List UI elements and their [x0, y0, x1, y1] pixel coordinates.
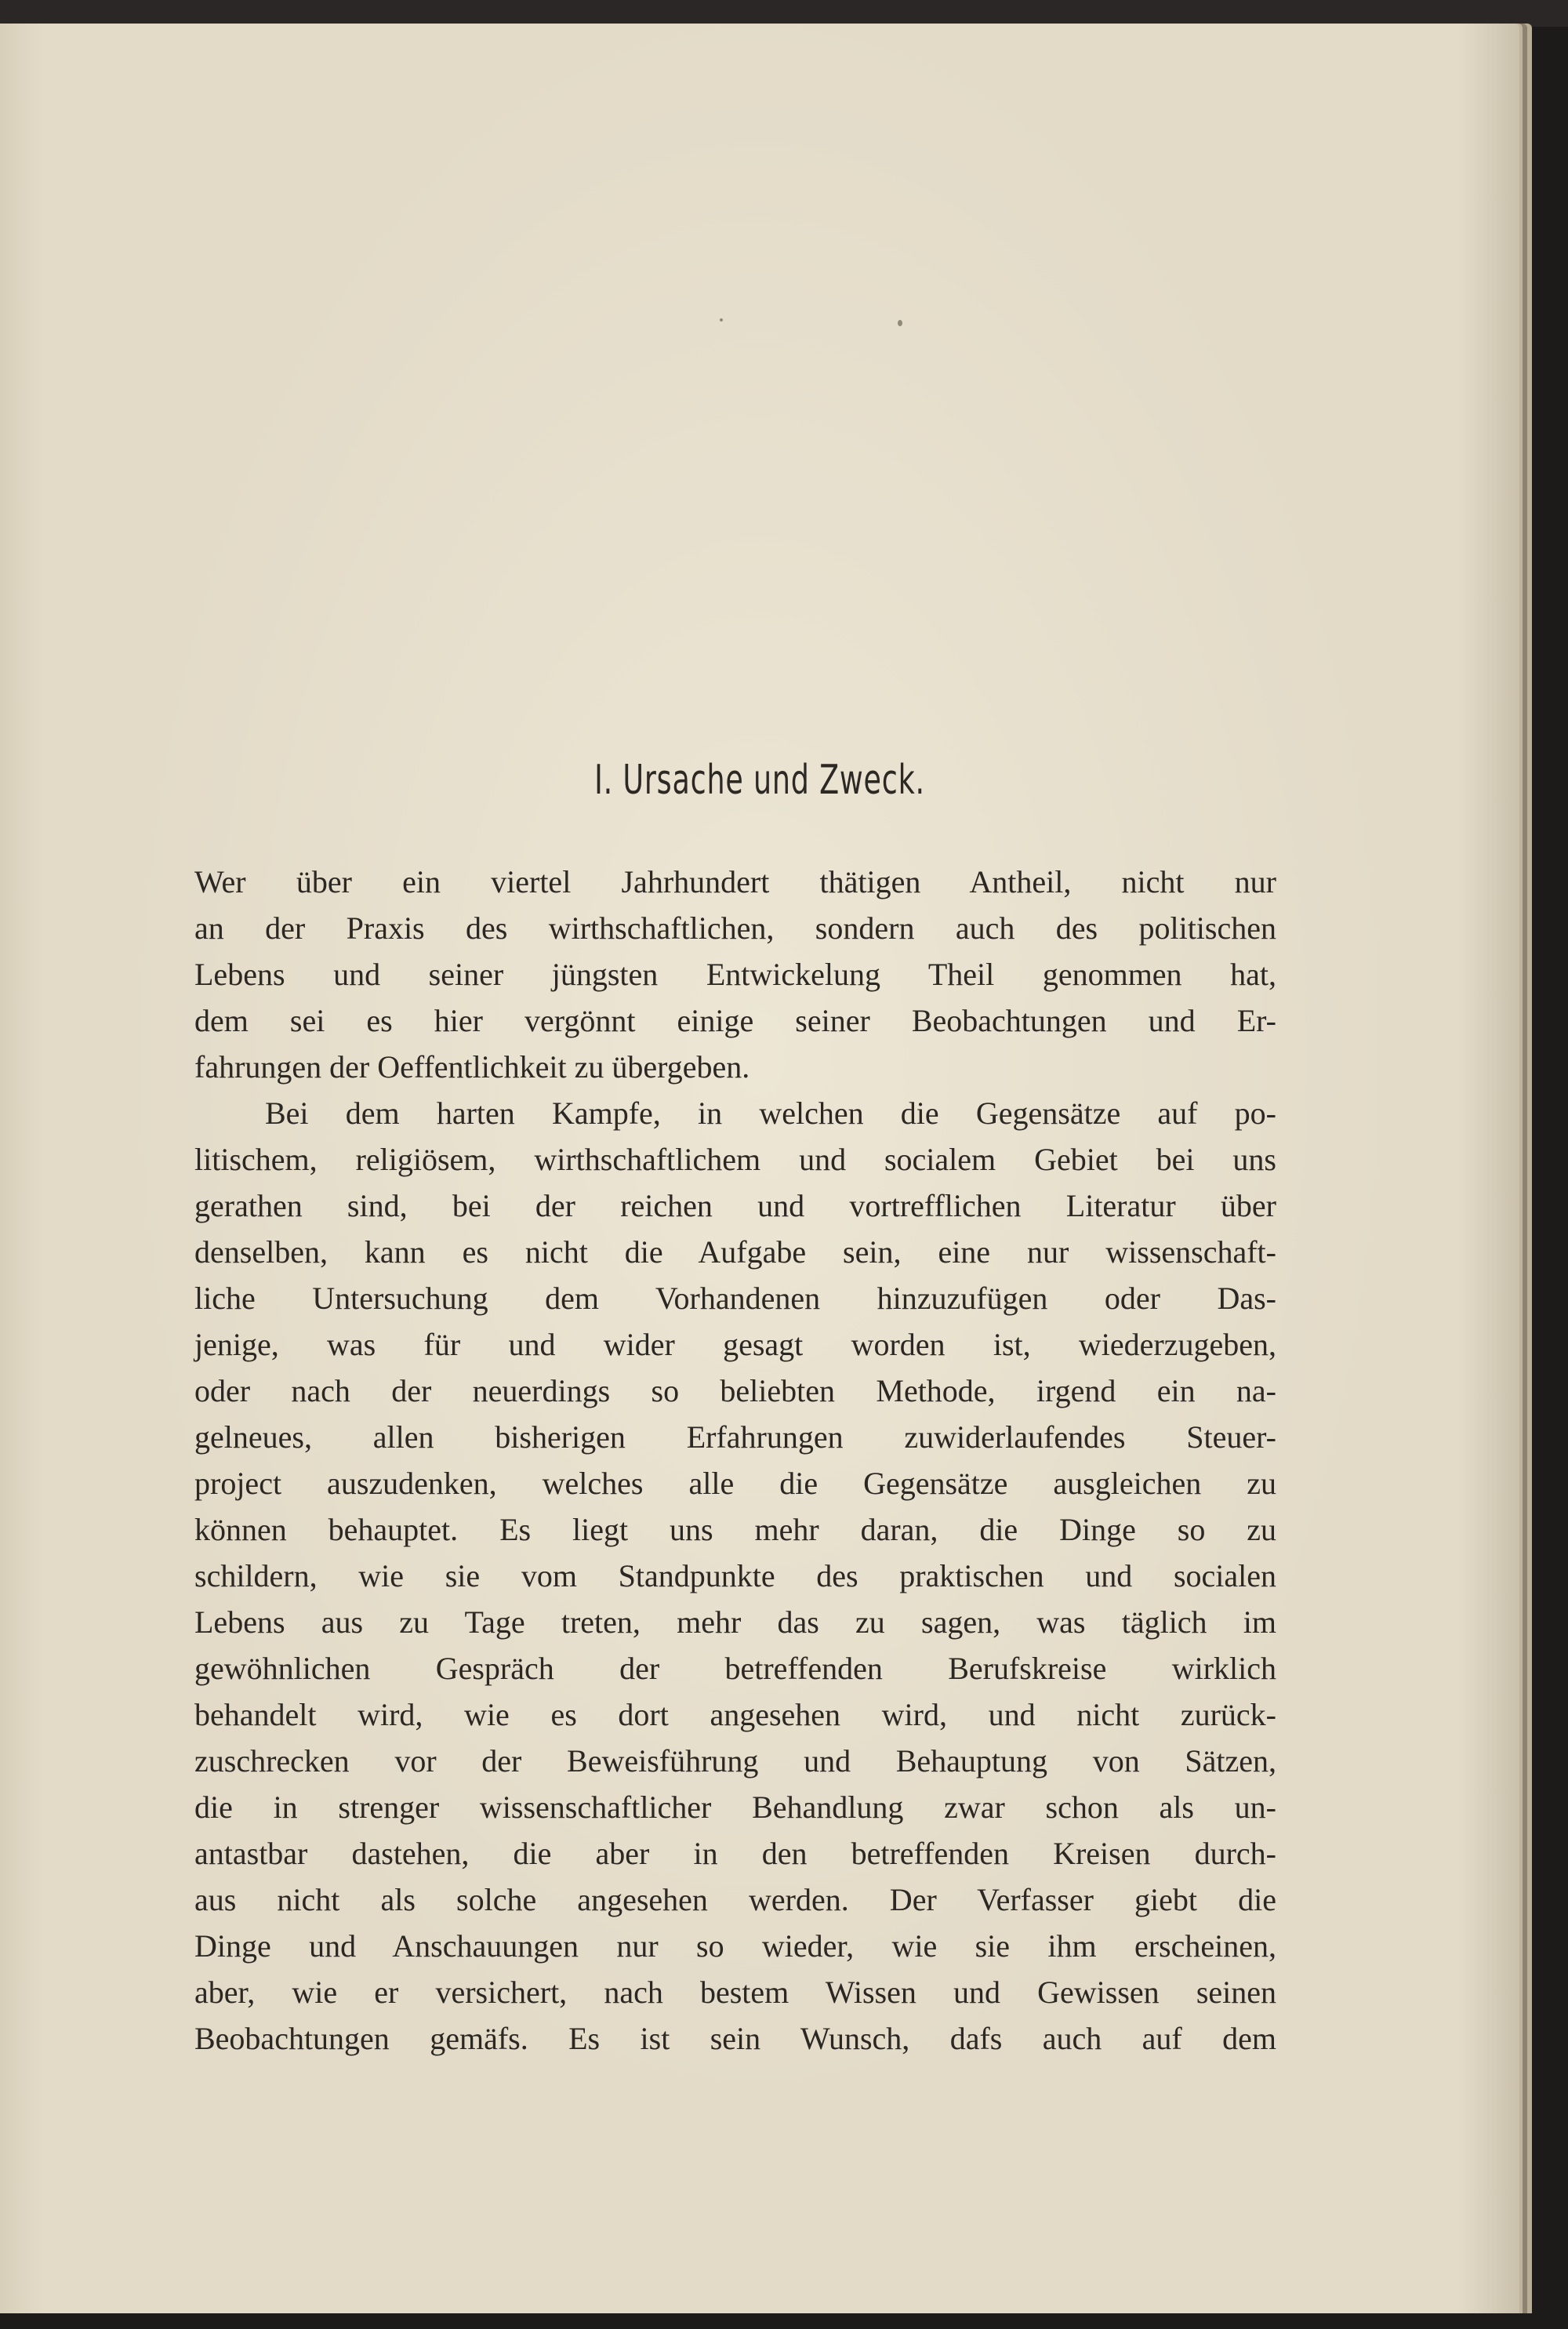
text-line: gelneues, allen bisherigen Erfahrungen zuwiderlaufendes Steuer-: [194, 1419, 1276, 1455]
text-line: liche Untersuchung dem Vorhandenen hinzuzufügen oder Das-: [194, 1281, 1276, 1316]
text-line: dem sei es hier vergönnt einige seiner Beobachtungen und Er-: [194, 1003, 1276, 1038]
text-line: gerathen sind, bei der reichen und vortrefflichen Literatur über: [194, 1188, 1276, 1223]
text-line: Wer über ein viertel Jahrhundert thätigen Antheil, nicht nur: [194, 864, 1276, 899]
text-line: oder nach der neuerdings so beliebten Methode, irgend ein na-: [194, 1373, 1276, 1408]
paragraph-2: [194, 1090, 1276, 2062]
scan-border: [0, 0, 1568, 27]
text-line: Beobachtungen gemäfs. Es ist sein Wunsch, dafs auch auf dem: [194, 2021, 1276, 2056]
text-line: aus nicht als solche angesehen werden. Der Verfasser giebt die: [194, 1882, 1276, 1917]
body-text: [194, 859, 1276, 2062]
paragraph-1: [194, 859, 1276, 1090]
text-line: aber, wie er versichert, nach bestem Wissen und Gewissen seinen: [194, 1975, 1276, 2010]
text-line: Lebens und seiner jüngsten Entwickelung Theil genommen hat,: [194, 957, 1276, 992]
book-page: [0, 24, 1519, 2313]
text-line: litischem, religiösem, wirthschaftlichem und socialem Gebiet bei uns: [194, 1142, 1276, 1177]
text-line: können behauptet. Es liegt uns mehr daran, die Dinge so zu: [194, 1512, 1276, 1547]
paper-speck: [720, 318, 723, 322]
text-line: gewöhnlichen Gespräch der betreffenden Berufskreise wirklich: [194, 1651, 1276, 1686]
text-line: zuschrecken vor der Beweisführung und Behauptung von Sätzen,: [194, 1743, 1276, 1779]
text-line: denselben, kann es nicht die Aufgabe sein, eine nur wissenschaft-: [194, 1234, 1276, 1270]
text-line: antastbar dastehen, die aber in den betreffenden Kreisen durch-: [194, 1836, 1276, 1871]
text-line: schildern, wie sie vom Standpunkte des praktischen und socialen: [194, 1558, 1276, 1593]
text-line: Bei dem harten Kampfe, in welchen die Gegensätze auf po-: [265, 1095, 1276, 1131]
text-line: Dinge und Anschauungen nur so wieder, wie sie ihm erscheinen,: [194, 1928, 1276, 1964]
text-line: project auszudenken, welches alle die Gegensätze ausgleichen zu: [194, 1466, 1276, 1501]
text-line: Lebens aus zu Tage treten, mehr das zu sagen, was täglich im: [194, 1604, 1276, 1640]
text-line: die in strenger wissenschaftlicher Behandlung zwar schon als un-: [194, 1789, 1276, 1825]
text-line: behandelt wird, wie es dort angesehen wird, und nicht zurück-: [194, 1697, 1276, 1732]
text-line: an der Praxis des wirthschaftlichen, sondern auch des politischen: [194, 910, 1276, 946]
paper-speck: [898, 320, 902, 326]
chapter-heading: I. Ursache und Zweck.: [594, 757, 925, 804]
text-line: fahrungen der Oeffentlichkeit zu übergeben.: [194, 1049, 750, 1085]
text-line: jenige, was für und wider gesagt worden ist, wiederzugeben,: [194, 1327, 1276, 1362]
